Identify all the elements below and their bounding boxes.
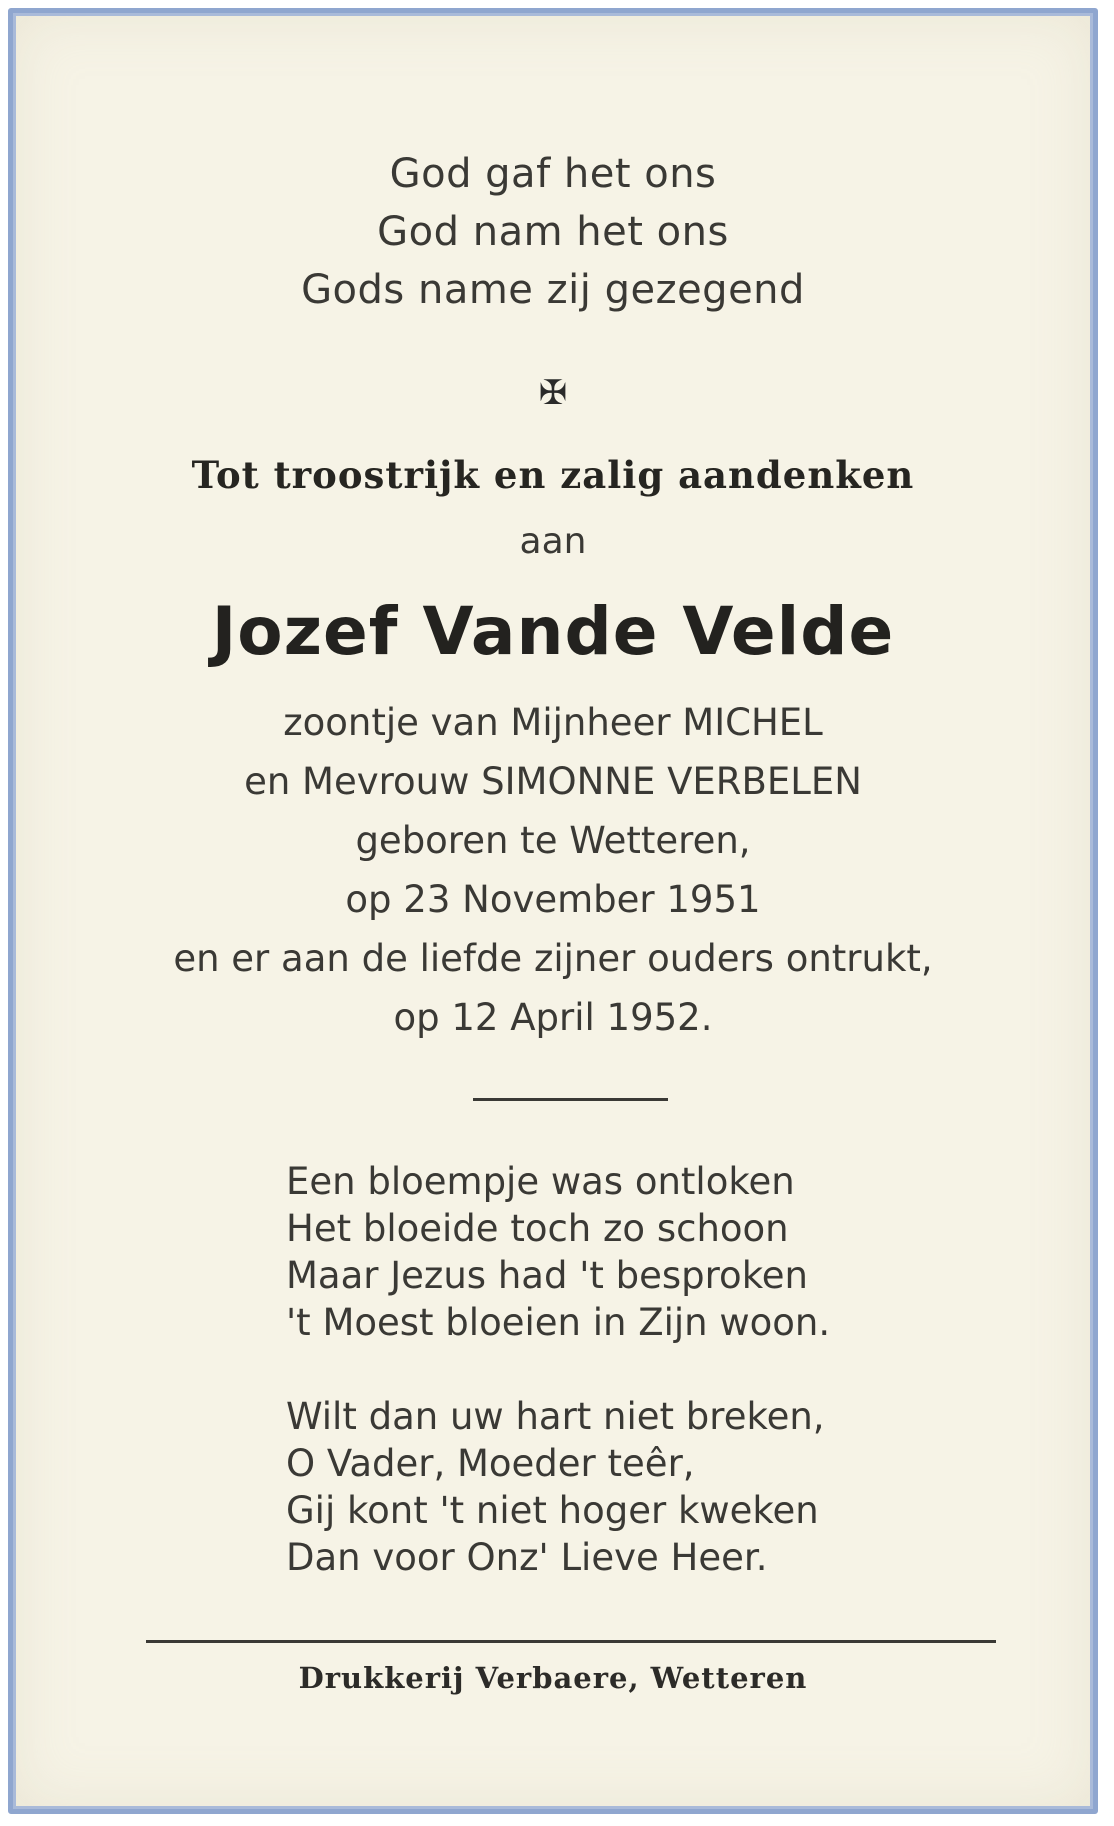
deceased-name: Jozef Vande Velde [211,593,895,670]
poem-stanza-1 [286,1158,986,1346]
detail-line: op 12 April 1952. [393,996,713,1039]
dedication-heading: Tot troostrijk en zalig aandenken [191,453,915,497]
motto [13,145,1093,319]
detail-line: en Mevrouw SIMONNE VERBELEN [244,760,862,803]
detail-line: en er aan de liefde zijner ouders ontrukt, [173,937,933,980]
dedication-to: aan [519,521,587,562]
poem-line: Een bloempje was ontloken [286,1160,795,1203]
short-divider [473,1098,668,1101]
poem-stanza-2 [286,1393,986,1581]
motto-line: God gaf het ons [389,151,717,197]
poem-line: O Vader, Moeder teêr, [286,1442,695,1485]
poem-line: Gij kont 't niet hoger kweken [286,1489,819,1532]
detail-line: zoontje van Mijnheer MICHEL [283,701,823,744]
poem-line: 't Moest bloeien in Zijn woon. [286,1301,831,1344]
poem-line: Dan voor Onz' Lieve Heer. [286,1536,768,1579]
detail-line: op 23 November 1951 [345,878,761,921]
poem-line: Maar Jezus had 't besproken [286,1254,809,1297]
details [13,693,1093,1047]
poem-line: Het bloeide toch zo schoon [286,1207,789,1250]
motto-line: Gods name zij gezegend [301,267,805,313]
cross-icon: ✠ [538,373,568,413]
memorial-card [8,8,1098,1814]
poem-line: Wilt dan uw hart niet breken, [286,1395,825,1438]
motto-line: God nam het ons [377,209,729,255]
long-divider [146,1640,996,1643]
printer-credit: Drukkerij Verbaere, Wetteren [298,1661,808,1695]
detail-line: geboren te Wetteren, [355,819,751,862]
